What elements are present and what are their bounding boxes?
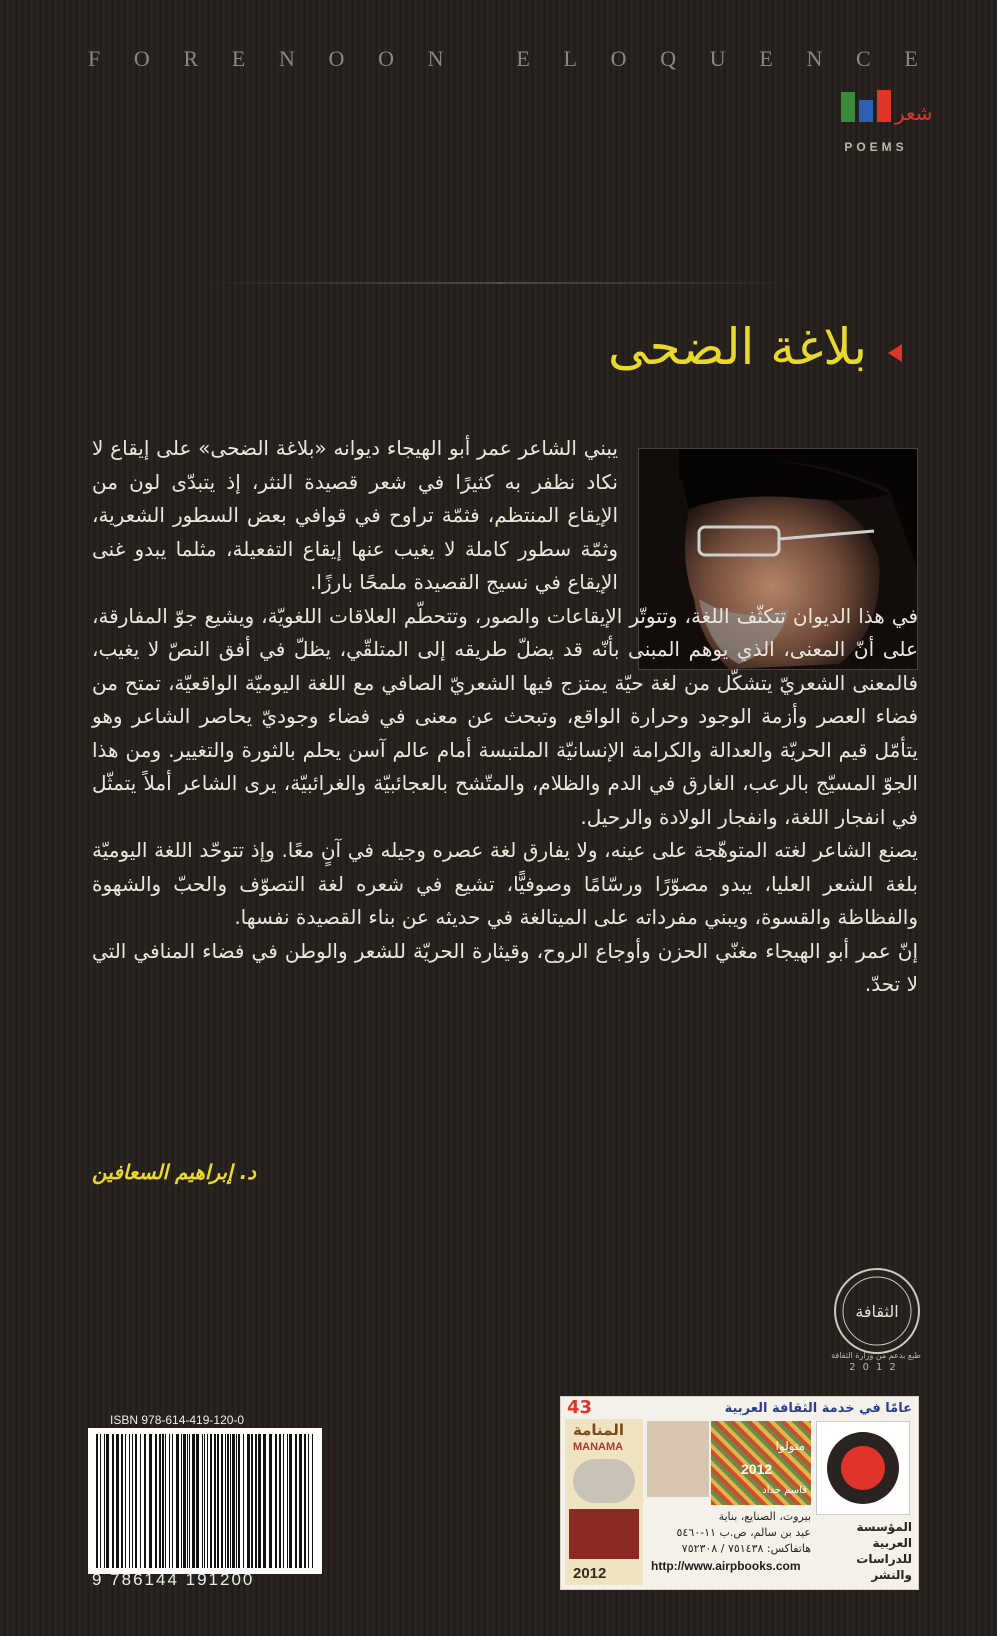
- series-title-letter: F: [88, 46, 101, 71]
- barcode-bar: [217, 1434, 219, 1568]
- anniversary-sticker: [560, 1396, 919, 1590]
- barcode-bar: [227, 1434, 229, 1568]
- barcode-bar: [112, 1434, 114, 1568]
- blurb-signature: د. إبراهيم السعافين: [92, 1160, 257, 1184]
- barcode-bar: [121, 1434, 123, 1568]
- barcode-bar: [140, 1434, 141, 1568]
- series-title-letter: [477, 46, 483, 72]
- barcode-bar: [183, 1434, 186, 1568]
- barcode-bar: [204, 1434, 205, 1568]
- barcode-bar: [196, 1434, 199, 1568]
- barcode-bar: [232, 1434, 235, 1568]
- series-title-letter: O: [328, 46, 345, 71]
- series-title: [88, 46, 918, 72]
- barcode-bar: [125, 1434, 126, 1568]
- barcode-bar: [189, 1434, 190, 1568]
- barcode-bar: [106, 1434, 109, 1568]
- barcode-bar: [238, 1434, 240, 1568]
- sticker-badge-text: متولوا: [775, 1439, 805, 1453]
- series-title-letter: O: [378, 46, 394, 71]
- barcode-bar: [295, 1434, 297, 1568]
- barcode-bar: [279, 1434, 281, 1568]
- blurb-paragraph: يبني الشاعر عمر أبو الهيجاء ديوانه «بلاغة الضحى» على إيقاع لا نكاد نظفر به كثيرًا في شعر قصيدة النثر، إذ يتبدّى لون من الإيقاع المنتظم، فثمّة تراوح في قوافي بعض السطور الشعرية، وثمّة سطور كاملة لا يغيب عنها إيقاع التفعيلة، مثلما يبدو غنى الإيقاع في نسيج القصيدة ملمحًا بارزًا.: [92, 436, 618, 594]
- barcode-bar: [258, 1434, 261, 1568]
- barcode-bar: [304, 1434, 306, 1568]
- barcode-bar: [187, 1434, 188, 1568]
- barcode-bar: [263, 1434, 266, 1568]
- series-title-letter: L: [563, 46, 577, 71]
- series-title-letter: E: [516, 46, 530, 71]
- barcode-bar: [275, 1434, 277, 1568]
- barcode-bar: [308, 1434, 309, 1568]
- barcode-bar: [100, 1434, 101, 1568]
- sticker-badge-year: 2012: [741, 1461, 773, 1477]
- series-logo-text: شعر: [895, 101, 933, 125]
- barcode-bar: [116, 1434, 119, 1568]
- sticker-poster: [711, 1421, 811, 1505]
- sticker-person-name: قاسم حداد: [762, 1485, 807, 1496]
- barcode-bar: [129, 1434, 130, 1568]
- barcode-digits: 9 786144 191200: [92, 1570, 255, 1589]
- series-logo: [837, 86, 933, 130]
- barcode-bar: [159, 1434, 161, 1568]
- barcode-bar: [255, 1434, 257, 1568]
- barcode-bar: [104, 1434, 105, 1568]
- sticker-headline: عامًا في خدمة الثقافة العربية: [724, 1401, 912, 1416]
- barcode-bar: [169, 1434, 170, 1568]
- barcode: [88, 1428, 322, 1574]
- barcode-bar: [287, 1434, 288, 1568]
- book-title: بلاغة الضحى: [607, 318, 867, 376]
- barcode-bar: [207, 1434, 208, 1568]
- series-title-letter: E: [759, 46, 773, 71]
- barcode-bar: [312, 1434, 313, 1568]
- barcode-bar: [243, 1434, 244, 1568]
- seal-caption: طبع بدعم من وزارة الثقافة: [831, 1351, 921, 1360]
- sticker-address-2: عيد بن سالم، ص.ب ١١-٥٤٦٠: [676, 1526, 811, 1539]
- blurb-text: [92, 432, 918, 1002]
- series-title-letter: E: [904, 46, 918, 71]
- barcode-bar: [176, 1434, 179, 1568]
- blurb-paragraph: إنّ عمر أبو الهيجاء مغنّي الحزن وأوجاع الروح، وقيثارة الحريّة للشعر والوطن في فضاء المنافي التي لا تحدّ.: [92, 938, 918, 996]
- title-arrow-icon: [888, 344, 902, 362]
- barcode-bar: [269, 1434, 272, 1568]
- barcode-bar: [135, 1434, 137, 1568]
- sticker-address-1: بيروت، الصنايع، بناية: [718, 1510, 811, 1523]
- series-label: POEMS: [844, 140, 908, 154]
- barcode-bar: [202, 1434, 203, 1568]
- barcode-bar: [221, 1434, 223, 1568]
- barcode-bar: [165, 1434, 166, 1568]
- sticker-city-panel: [565, 1419, 643, 1585]
- barcode-bar: [210, 1434, 212, 1568]
- barcode-bar: [236, 1434, 237, 1568]
- sticker-org-logo-icon: [816, 1421, 910, 1515]
- series-title-letter: U: [709, 46, 726, 71]
- barcode-bar: [144, 1434, 146, 1568]
- publisher-seal-icon: [834, 1268, 920, 1354]
- sticker-website: http://www.airpbooks.com: [651, 1559, 801, 1573]
- barcode-bar: [299, 1434, 302, 1568]
- barcode-bar: [132, 1434, 133, 1568]
- series-title-letter: Q: [660, 46, 677, 71]
- sticker-portrait: [647, 1421, 709, 1497]
- sticker-city-en: MANAMA: [573, 1441, 624, 1453]
- barcode-bar: [96, 1434, 98, 1568]
- barcode-bar: [225, 1434, 226, 1568]
- barcode-bar: [283, 1434, 284, 1568]
- decorative-divider: [200, 282, 800, 284]
- series-title-letter: N: [806, 46, 823, 71]
- barcode-bar: [230, 1434, 231, 1568]
- barcode-bar: [289, 1434, 292, 1568]
- sticker-city-ar: المنامة: [573, 1421, 624, 1439]
- barcode-bar: [251, 1434, 253, 1568]
- series-title-letter: O: [133, 46, 150, 71]
- sticker-anniversary: 43: [567, 1397, 593, 1418]
- blurb-paragraph: في هذا الديوان تتكثّف اللغة، وتتوتّر الإيقاعات والصور، وتتحطّم العلاقات اللغويّة، ويشيع جوّ المفارقة، على أنّ المعنى، الذي يوهم المبنى بأنّه قد يضلّ طريقه إلى المتلقّي، يظلّ في أفق النصّ لا يغيب، فالمعنى الشعريّ يتشكّل من لغة حيّة يمتزج فيها الشعريّ الصافي مع اللغة اليوميّة الواقعيّة، تمتح من فضاء العصر وأزمة الوجود وحرارة الواقع، وتبحث عن معنى في فضاء وجوديّ يحاصر الشاعر وهو يتأمّل قيم الحريّة والعدالة والكرامة الإنسانيّة الملتبسة أمام عالم آسن يحلم بالثورة والتغيير. ومن هذا الجوّ المسيّج بالرعب، الغارق في الدم والظلام، والمتّشح بالعجائبيّة والغرائبيّة، يرى الشاعر أملاً يتمثّل في انفجار اللغة، وانفجار الولادة والرحيل.: [92, 603, 918, 829]
- barcode-bar: [155, 1434, 157, 1568]
- sticker-dove-icon: [573, 1459, 635, 1503]
- barcode-bar: [247, 1434, 250, 1568]
- series-title-letter: R: [183, 46, 199, 71]
- series-title-letter: O: [610, 46, 627, 71]
- sticker-phone: هاتفاكس: ٧٥١٤٣٨ / ٧٥٢٣٠٨: [681, 1542, 811, 1555]
- series-title-letter: N: [427, 46, 444, 71]
- isbn-label: ISBN 978-614-419-120-0: [110, 1413, 245, 1427]
- barcode-bar: [214, 1434, 216, 1568]
- blurb-paragraph: يصنع الشاعر لغته المتوهّجة على عينه، ولا يفارق لغة عصره وجيله في آنٍ معًا. وإذ تتوحّد اللغة اليوميّة بلغة الشعر العليا، يبدو مصوّرًا ورسّامًا وصوفيًّا، تشيع في شعره لغة التصوّف والحبّ والشهوة والفظاظة والقسوة، ويبني مفرداته على الميتالغة في حديثه عن بناء القصيدة نفسها.: [92, 838, 918, 929]
- barcode-bar: [181, 1434, 182, 1568]
- series-title-letter: E: [231, 46, 246, 71]
- sticker-year: 2012: [573, 1565, 607, 1582]
- series-title-letter: N: [278, 46, 295, 71]
- series-title-letter: C: [856, 46, 871, 71]
- seal-text: الثقافة: [855, 1302, 899, 1321]
- barcode-bar: [162, 1434, 164, 1568]
- seal-year: 2012: [849, 1362, 903, 1373]
- sticker-org-name: المؤسسة العربية للدراسات والنشر: [856, 1520, 912, 1582]
- barcode-bar: [172, 1434, 173, 1568]
- sticker-calligraphy-icon: [569, 1509, 639, 1559]
- barcode-bar: [149, 1434, 152, 1568]
- barcode-bar: [192, 1434, 195, 1568]
